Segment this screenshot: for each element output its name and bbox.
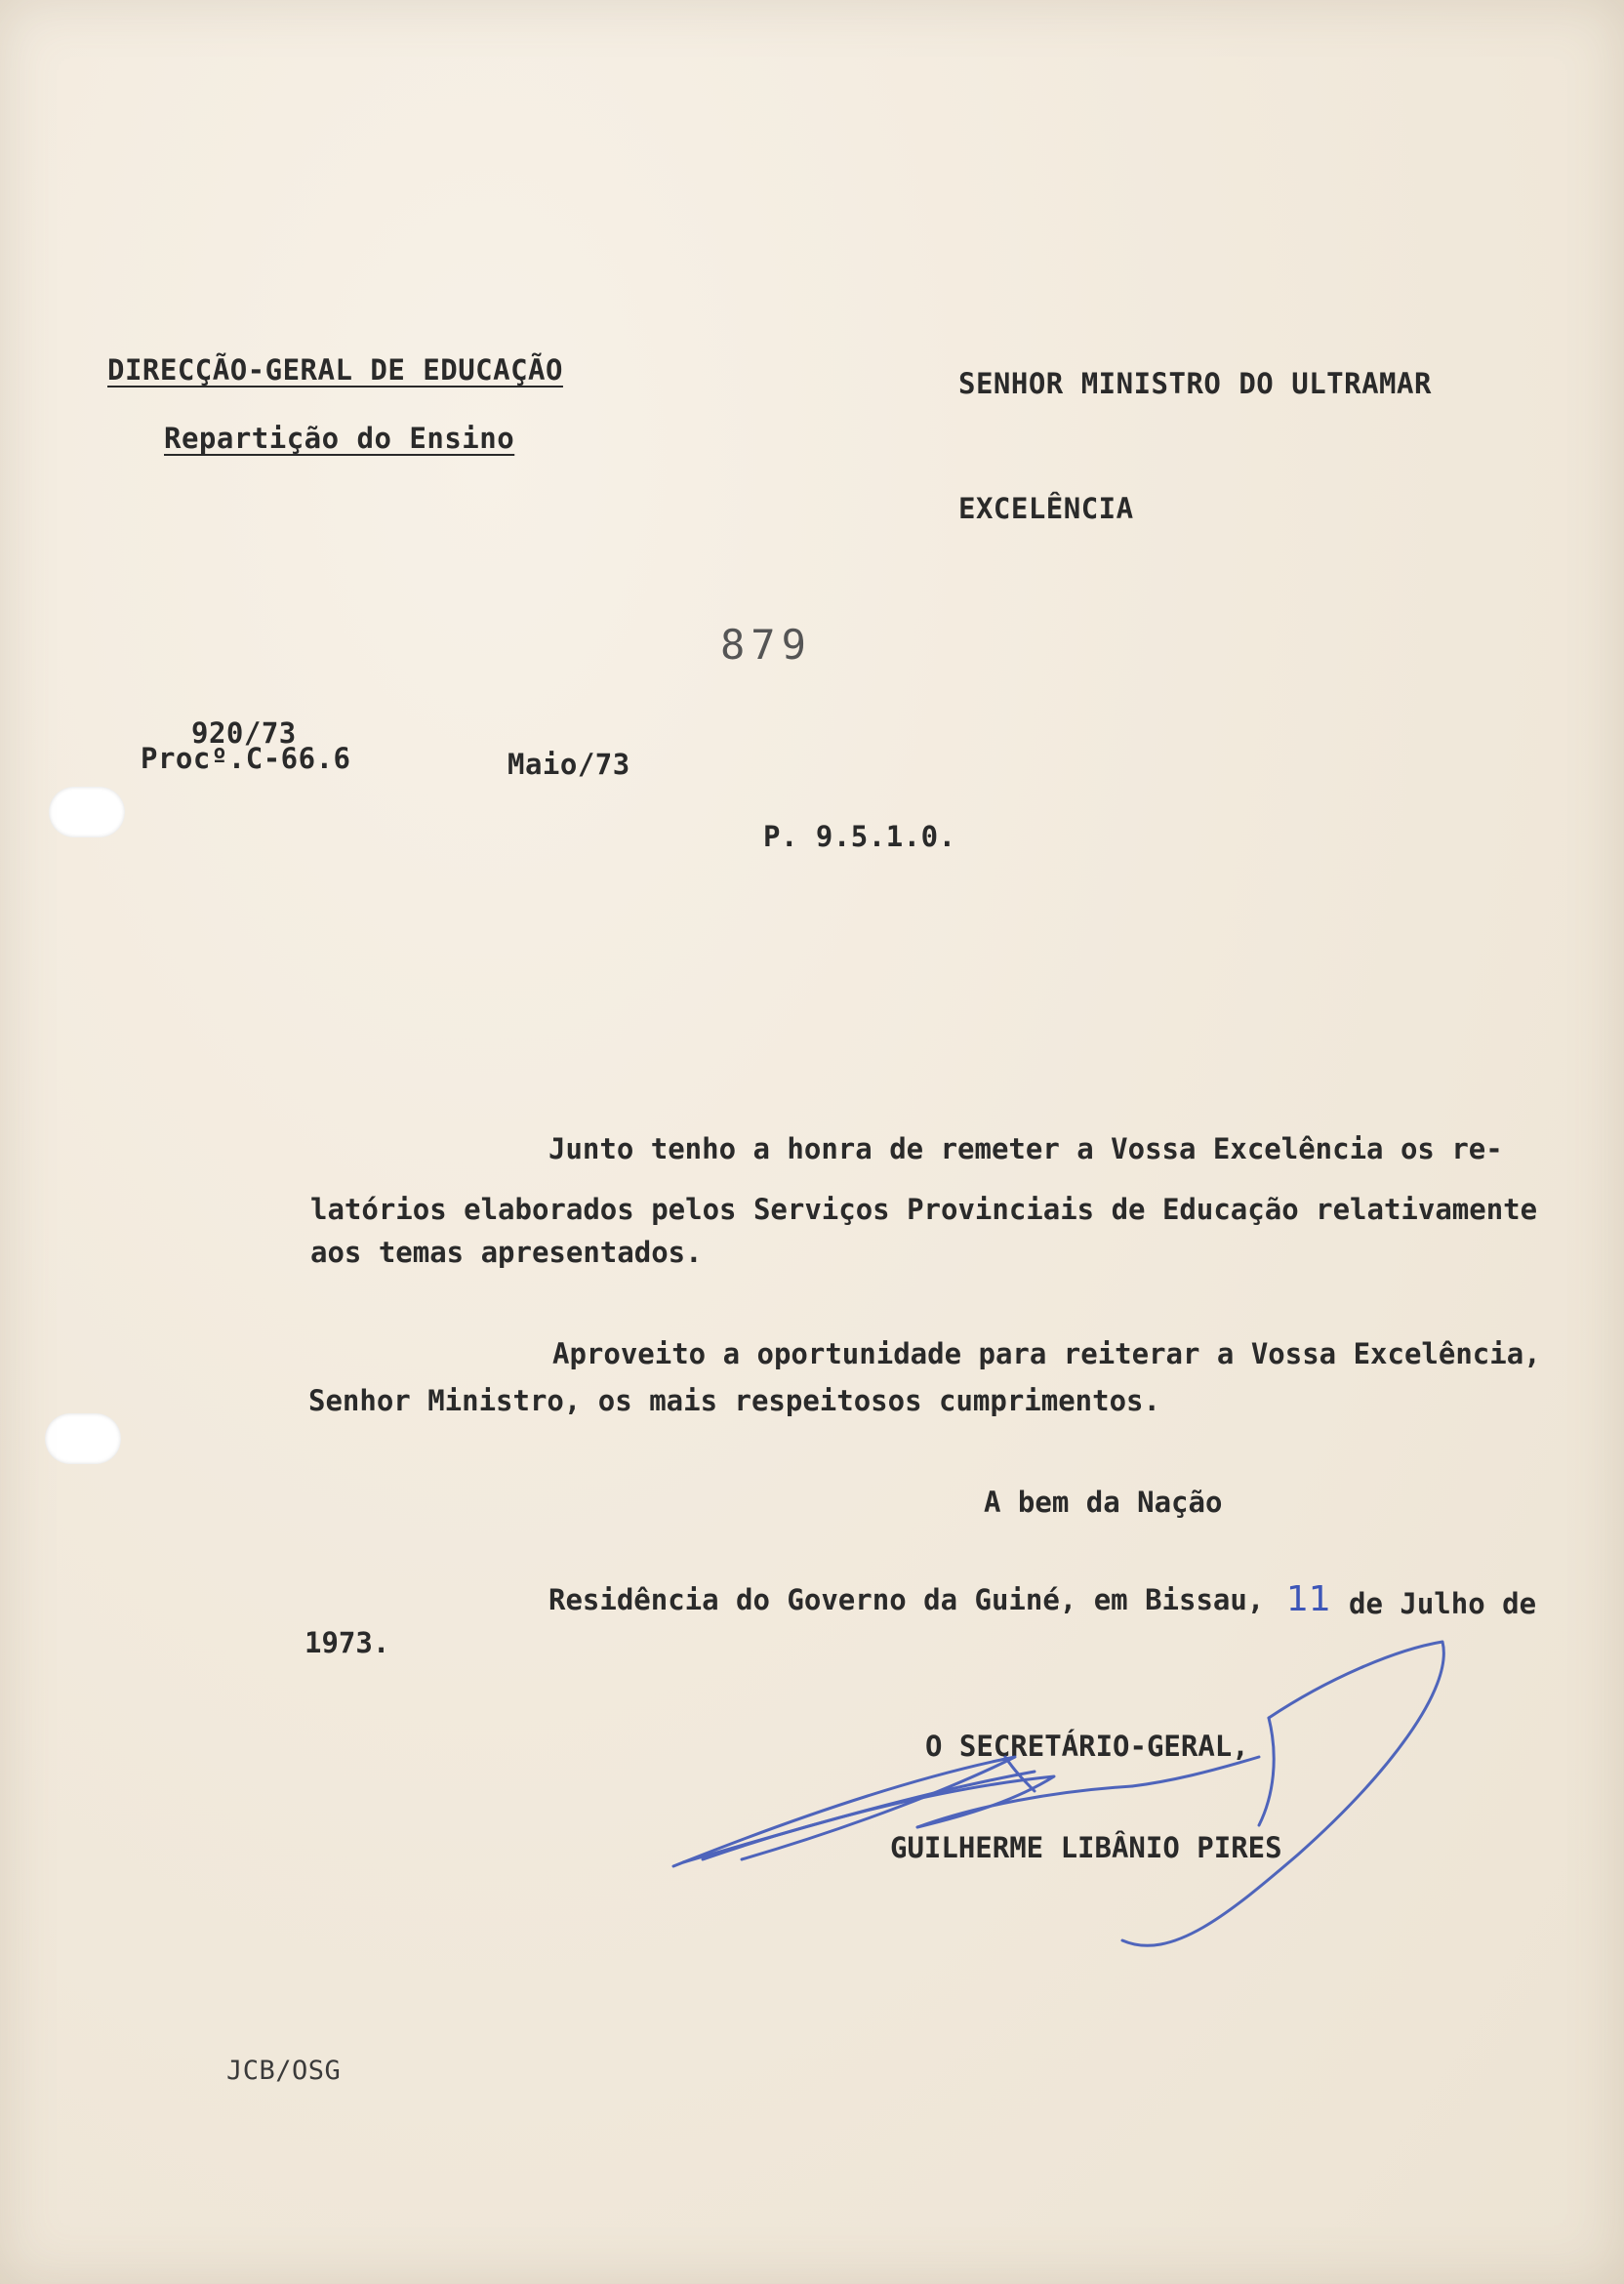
process-reference: Procº.C-66.6	[141, 742, 351, 775]
department-heading: DIRECÇÃO-GERAL DE EDUCAÇÃO	[107, 353, 563, 387]
addressee: SENHOR MINISTRO DO ULTRAMAR	[958, 367, 1432, 400]
body-paragraph-1-line-3: aos temas apresentados.	[310, 1236, 703, 1269]
body-paragraph-1-line-1: Junto tenho a honra de remeter a Vossa Excelência os re-	[548, 1132, 1503, 1165]
body-paragraph-2-line-1: Aproveito a oportunidade para reiterar a Vossa Excelência,	[552, 1337, 1541, 1370]
signatory-name: GUILHERME LIBÂNIO PIRES	[890, 1831, 1282, 1864]
classification-code: P. 9.5.1.0.	[763, 820, 956, 853]
handwritten-day: 11	[1286, 1579, 1331, 1619]
stamp-number: 879	[720, 621, 812, 669]
date-year: 1973.	[304, 1626, 390, 1659]
place-date-line: Residência do Governo da Guiné, em Bissau,	[548, 1583, 1265, 1616]
body-paragraph-1-line-2: latórios elaborados pelos Serviços Provinciais de Educação relativamente	[310, 1193, 1538, 1226]
salutation: EXCELÊNCIA	[958, 492, 1134, 525]
body-paragraph-2-line-2: Senhor Ministro, os mais respeitosos cumprimentos.	[308, 1384, 1160, 1417]
section-heading: Repartição do Ensino	[164, 422, 515, 455]
closing-formula: A bem da Nação	[984, 1486, 1223, 1519]
punch-hole-bottom	[45, 1413, 121, 1464]
reference-number: 920/73	[191, 716, 297, 750]
place-date-month: de Julho de	[1349, 1587, 1537, 1620]
month-reference: Maio/73	[508, 748, 630, 781]
typist-initials: JCB/OSG	[226, 2056, 342, 2086]
punch-hole-top	[49, 787, 125, 837]
signatory-title: O SECRETÁRIO-GERAL,	[925, 1730, 1249, 1763]
